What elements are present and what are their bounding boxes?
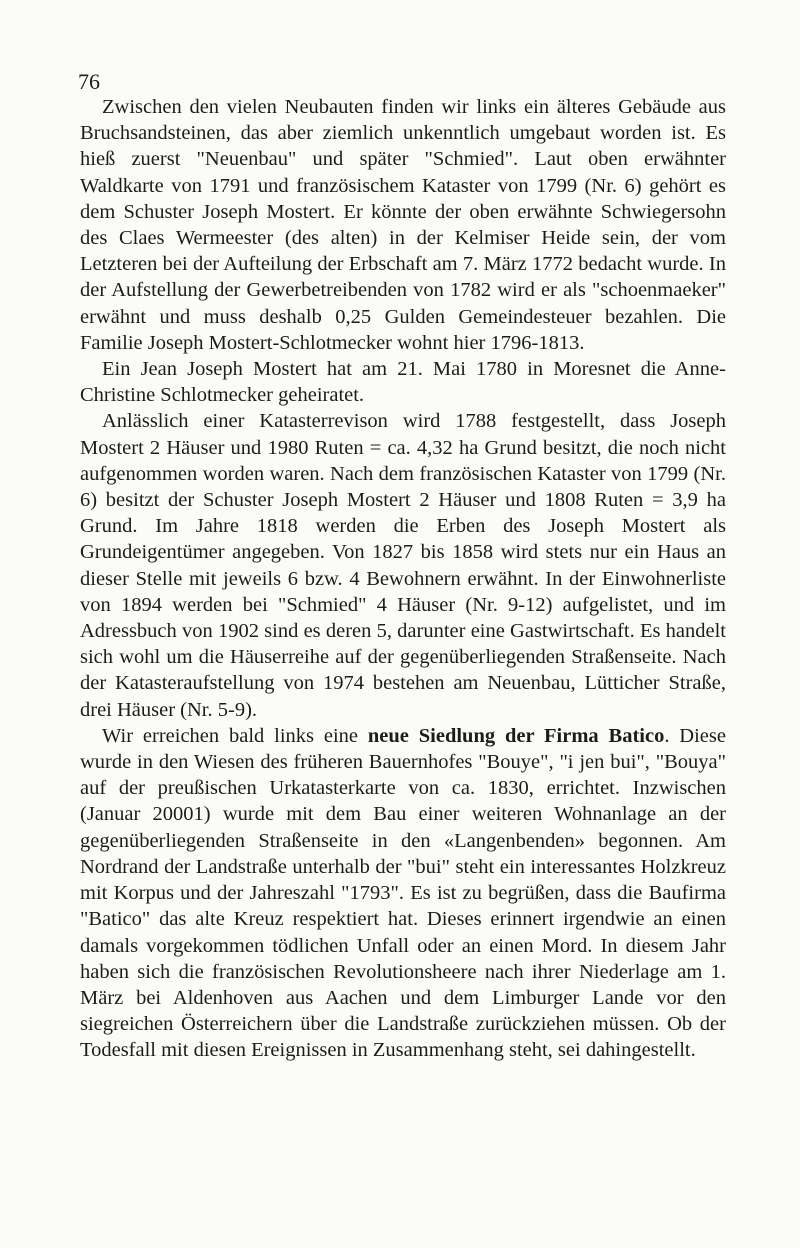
paragraph-marriage: Ein Jean Joseph Mostert hat am 21. Mai 1780 in Moresnet die Anne-Christine Schlotmecker geheiratet. — [80, 358, 726, 407]
page-number: 76 — [78, 69, 100, 94]
paragraph-neuenbau: Zwischen den vielen Neubauten finden wir links ein älteres Gebäude aus Bruchsandsteinen, das aber ziemlich unkenntlich umgebaut worden ist. Es hieß zuerst "Neuenbau" und später "Schmied". Laut oben erwähnter Waldkarte von 1791 und französischem Kataster von 1799 (Nr. 6) gehört es dem Schuster Joseph Mostert. Er könnte der oben erwähnte Schwiegersohn des Claes Wermeester (des alten) in der Kelmiser Heide sein, der vom Letzteren bei der Aufteilung der Erbschaft am 7. März 1772 bedacht wurde. In der Aufstellung der Gewerbetreibenden von 1782 wird er als "schoenmaeker" erwähnt und muss deshalb 0,25 Gulden Gemeindesteuer bezahlen. Die Familie Joseph Mostert-Schlotmecker wohnt hier 1796-1813. — [80, 96, 726, 354]
paragraph-batico-bold: neue Siedlung der Firma Batico — [367, 724, 665, 747]
paragraph-kataster: Anlässlich einer Katasterrevison wird 1788 festgestellt, dass Joseph Mostert 2 Häuser und 1980 Ruten = ca. 4,32 ha Grund besitzt, die noch nicht aufgenommen worden waren. Nach dem französischen Kataster von 1799 (Nr. 6) besitzt der Schuster Joseph Mostert 2 Häuser und 1808 Ruten = 3,9 ha Grund. Im Jahre 1818 werden die Erben des Joseph Mostert als Grundeigentümer angegeben. Von 1827 bis 1858 wird stets nur ein Haus an dieser Stelle mit jeweils 6 bzw. 4 Bewohnern erwähnt. In der Einwohnerliste von 1894 werden bei "Schmied" 4 Häuser (Nr. 9-12) aufgelistet, und im Adressbuch von 1902 sind es deren 5, darunter eine Gastwirtschaft. Es handelt sich wohl um die Häuserreihe auf der gegenüberliegenden Straßenseite. Nach der Katasteraufstellung von 1974 bestehen am Neuenbau, Lütticher Straße, drei Häuser (Nr. 5-9). — [80, 410, 726, 721]
paragraph-batico-rest: . Diese wurde in den Wiesen des früheren Bauernhofes "Bouye", "i jen bui", "Bouya" auf der preußischen Urkatasterkarte von ca. 1830, errichtet. Inzwischen (Januar 20001) wurde mit dem Bau einer weiteren Wohnanlage an der gegenüberliegenden Straßenseite in den «Langenbenden» begonnen. Am Nordrand der Landstraße unterhalb der "bui" steht ein interessantes Holzkreuz mit Korpus und der Jahreszahl "1793". Es ist zu begrüßen, dass die Baufirma "Batico" das alte Kreuz respektiert hat. Dieses erinnert irgendwie an einen damals vorgekommen tödlichen Unfall oder an einen Mord. In diesem Jahr haben sich die französischen Revolutionsheere nach ihrer Niederlage am 1. März bei Aldenhoven aus Aachen und dem Limburger Lande vor den siegreichen Österreichern über die Landstraße zurückziehen müssen. Ob der Todesfall mit diesen Ereignissen in Zusammenhang steht, sei dahingestellt. — [80, 724, 726, 1062]
paragraph-batico-intro: Wir erreichen bald links eine — [102, 724, 368, 747]
book-page — [80, 68, 726, 1064]
paragraph-batico — [80, 723, 726, 1064]
